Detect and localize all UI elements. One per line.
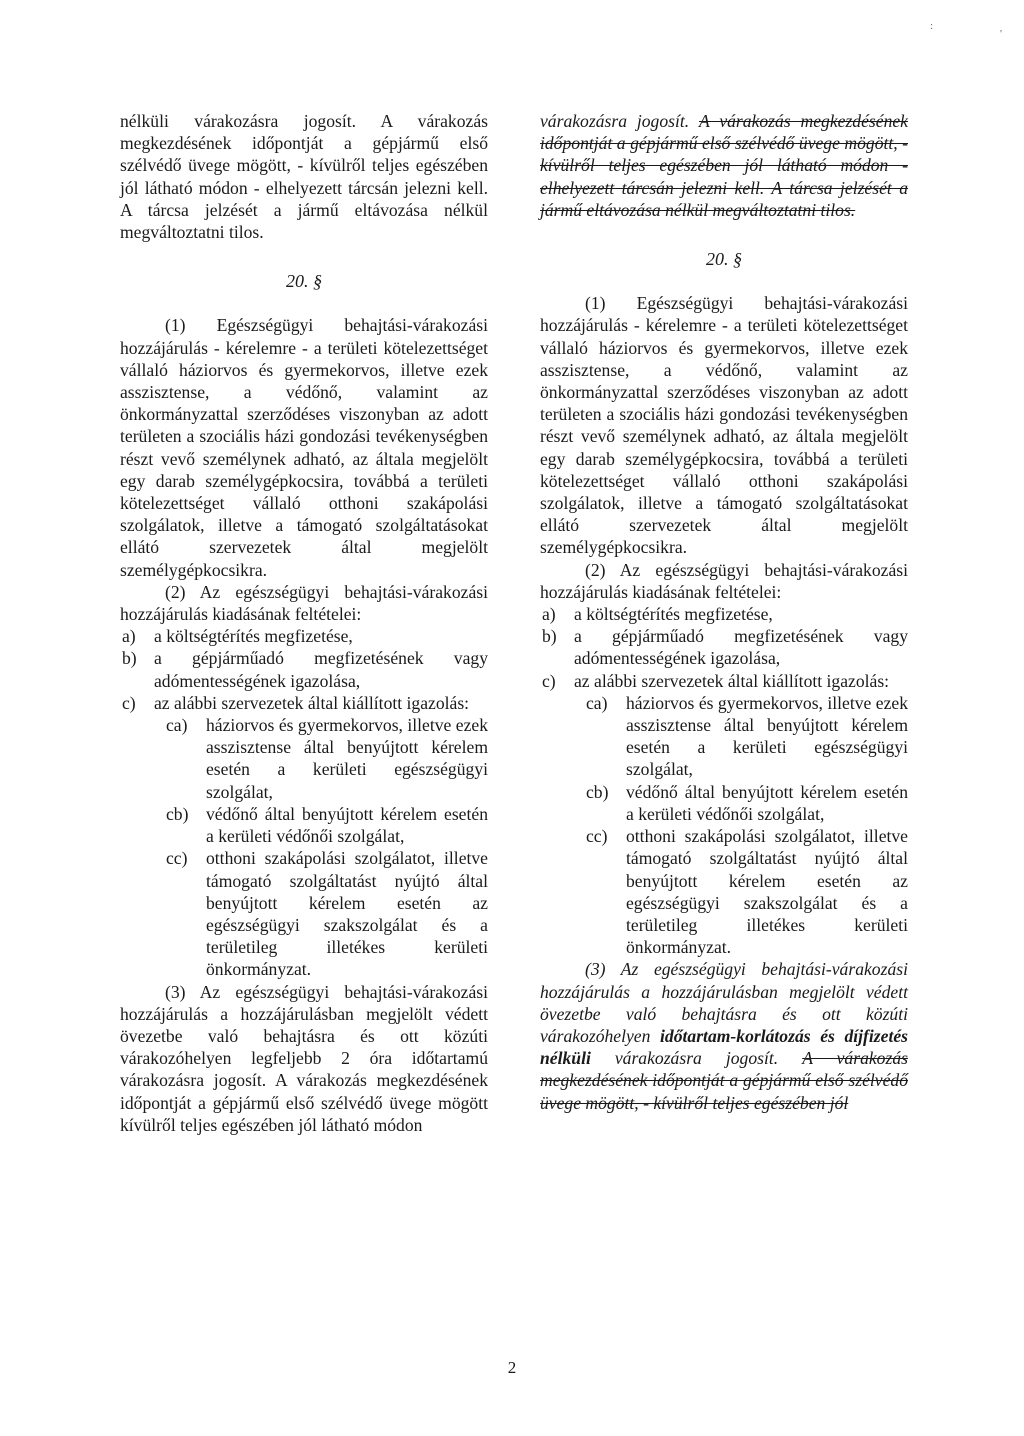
right-para3-struck: A várakozás megkezdésének időpontját a gépjármű első szélvédő üvege mögött, - kívülről teljes egészében jól [540,1048,908,1113]
list-text: otthoni szakápolási szolgálatot, illetve támogató szolgáltatást nyújtó által benyújtott kérelem esetén az egészségügyi szakszolgálat és a területileg illetékes kerületi önkormányzat. [206,848,488,980]
right-list-item-cb [586,781,908,825]
left-list-item-c [120,692,488,714]
left-section-heading: 20. § [286,271,322,292]
list-marker: cb) [166,803,189,824]
right-paragraph-2: (2) Az egészségügyi behajtási-várakozási hozzájárulás kiadásának feltételei: [540,559,908,602]
left-intro-text: nélküli várakozásra jogosít. A várakozás megkezdésének időpontját a gépjármű első szélvédő üvege mögött, - kívülről teljes egészében jól látható módon - elhelyezett tárcsán jelezni kell. A tárcsa jelzését a jármű eltávozása nélkül megváltoztatni tilos. [120,111,488,243]
list-marker: cb) [586,781,609,802]
scan-artifact: ' [1000,28,1002,40]
list-marker: b) [542,626,557,647]
list-marker: ca) [586,692,608,713]
list-text: az alábbi szervezetek által kiállított igazolás: [574,670,890,691]
list-text: a gépjárműadó megfizetésének vagy adómentességének igazolása, [574,626,908,669]
list-text: védőnő által benyújtott kérelem esetén a kerületi védőnői szolgálat, [206,803,488,847]
right-para3-bold: időtartam-korlátozás és díjfizetés nélküli [540,1025,908,1069]
right-list-item-ca [586,692,908,781]
right-column [540,110,908,1114]
right-list-item-a [540,603,908,625]
list-marker: cc) [586,826,608,847]
right-list-item-b [540,625,908,669]
list-text: a költségtérítés megfizetése, [154,626,353,647]
list-text: a gépjárműadó megfizetésének vagy adómentességének igazolása, [154,648,488,691]
list-marker: a) [122,626,136,647]
right-intro-text [540,110,908,221]
left-list-item-b [120,647,488,691]
right-para3-italic: (3) Az egészségügyi behajtási-várakozási hozzájárulás a hozzájárulásban megjelölt védett övezetbe való behajtásra és ott közúti várakozóhelyen [540,959,908,1046]
list-text: az alábbi szervezetek által kiállított igazolás: [154,692,470,713]
list-marker: ca) [166,715,188,736]
left-paragraph-3: (3) Az egészségügyi behajtási-várakozási hozzájárulás a hozzájárulásban megjelölt védett övezetbe való behajtásra és ott közúti várakozóhelyen legfeljebb 2 óra időtartamú várakozásra jogosít. A várakozás megkezdésének időpontját a gépjármű első szélvédő üvege mögött kívülről teljes egészében jól látható módon [120,981,488,1135]
list-text: háziorvos és gyermekorvos, illetve ezek asszisztense által benyújtott kérelem esetén a kerületi egészségügyi szolgálat, [206,715,488,802]
left-paragraph-2: (2) Az egészségügyi behajtási-várakozási hozzájárulás kiadásának feltételei: [120,581,488,625]
right-paragraph-3 [540,958,908,1113]
list-marker: c) [122,692,136,713]
right-section-heading: 20. § [706,249,742,270]
list-text: otthoni szakápolási szolgálatot, illetve támogató szolgáltatást nyújtó által benyújtott kérelem esetén az egészségügyi szakszolgálat és a területileg illetékes kerületi önkormányzat. [626,826,908,958]
scan-artifact: : [930,20,934,32]
left-list-item-cc [166,847,488,980]
list-text: a költségtérítés megfizetése, [574,604,773,625]
right-intro-plain: várakozásra jogosít. [540,111,690,131]
list-text: háziorvos és gyermekorvos, illetve ezek asszisztense által benyújtott kérelem esetén a kerületi egészségügyi szolgálat, [626,692,908,780]
left-paragraph-1: (1) Egészségügyi behajtási-várakozási hozzájárulás - kérelemre - a területi kötelezettséget vállaló háziorvos és gyermekorvos, illetve ezek asszisztense, a védőnő, valamint az önkormányzattal szerződéses viszonyban az adott területen a szociális házi gondozási tevékenységben részt vevő személynek adható, az általa megjelölt egy darab személygépkocsira, továbbá a területi kötelezettséget vállaló otthoni szakápolási szolgálatok, illetve a támogató szolgáltatásokat ellátó szervezetek által megjelölt személygépkocsikra. [120,315,488,580]
right-list-item-cc [586,825,908,958]
right-para3-italic-end: várakozásra jogosít. [614,1048,779,1069]
page-number: 2 [507,1358,517,1377]
left-column [120,110,488,1136]
list-marker: b) [122,648,137,669]
left-list-item-ca [166,714,488,803]
list-text: védőnő által benyújtott kérelem esetén a kerületi védőnői szolgálat, [626,781,908,824]
list-marker: a) [542,604,556,625]
right-intro-struck: A várakozás megkezdésének időpontját a gépjármű első szélvédő üvege mögött, - kívülről teljes egészében jól látható módon - elhelyezett tárcsán jelezni kell. A tárcsa jelzését a jármű eltávozása nélkül megváltoztatni tilos. [540,111,908,220]
list-marker: c) [542,670,556,691]
right-list-item-c [540,670,908,692]
right-paragraph-1: (1) Egészségügyi behajtási-várakozási hozzájárulás - kérelemre - a területi kötelezettséget vállaló háziorvos és gyermekorvos, illetve ezek asszisztense, a védőnő, valamint az önkormányzattal szerződéses viszonyban az adott területen a szociális házi gondozási tevékenységben részt vevő személynek adható, az általa megjelölt egy darab személygépkocsira, továbbá a területi kötelezettséget vállaló otthoni szakápolási szolgálatok, illetve a támogató szolgáltatásokat ellátó szervezetek által megjelölt személygépkocsikra. [540,293,908,558]
left-list-item-cb [166,803,488,847]
left-list-item-a [120,625,488,647]
list-marker: cc) [166,848,188,869]
